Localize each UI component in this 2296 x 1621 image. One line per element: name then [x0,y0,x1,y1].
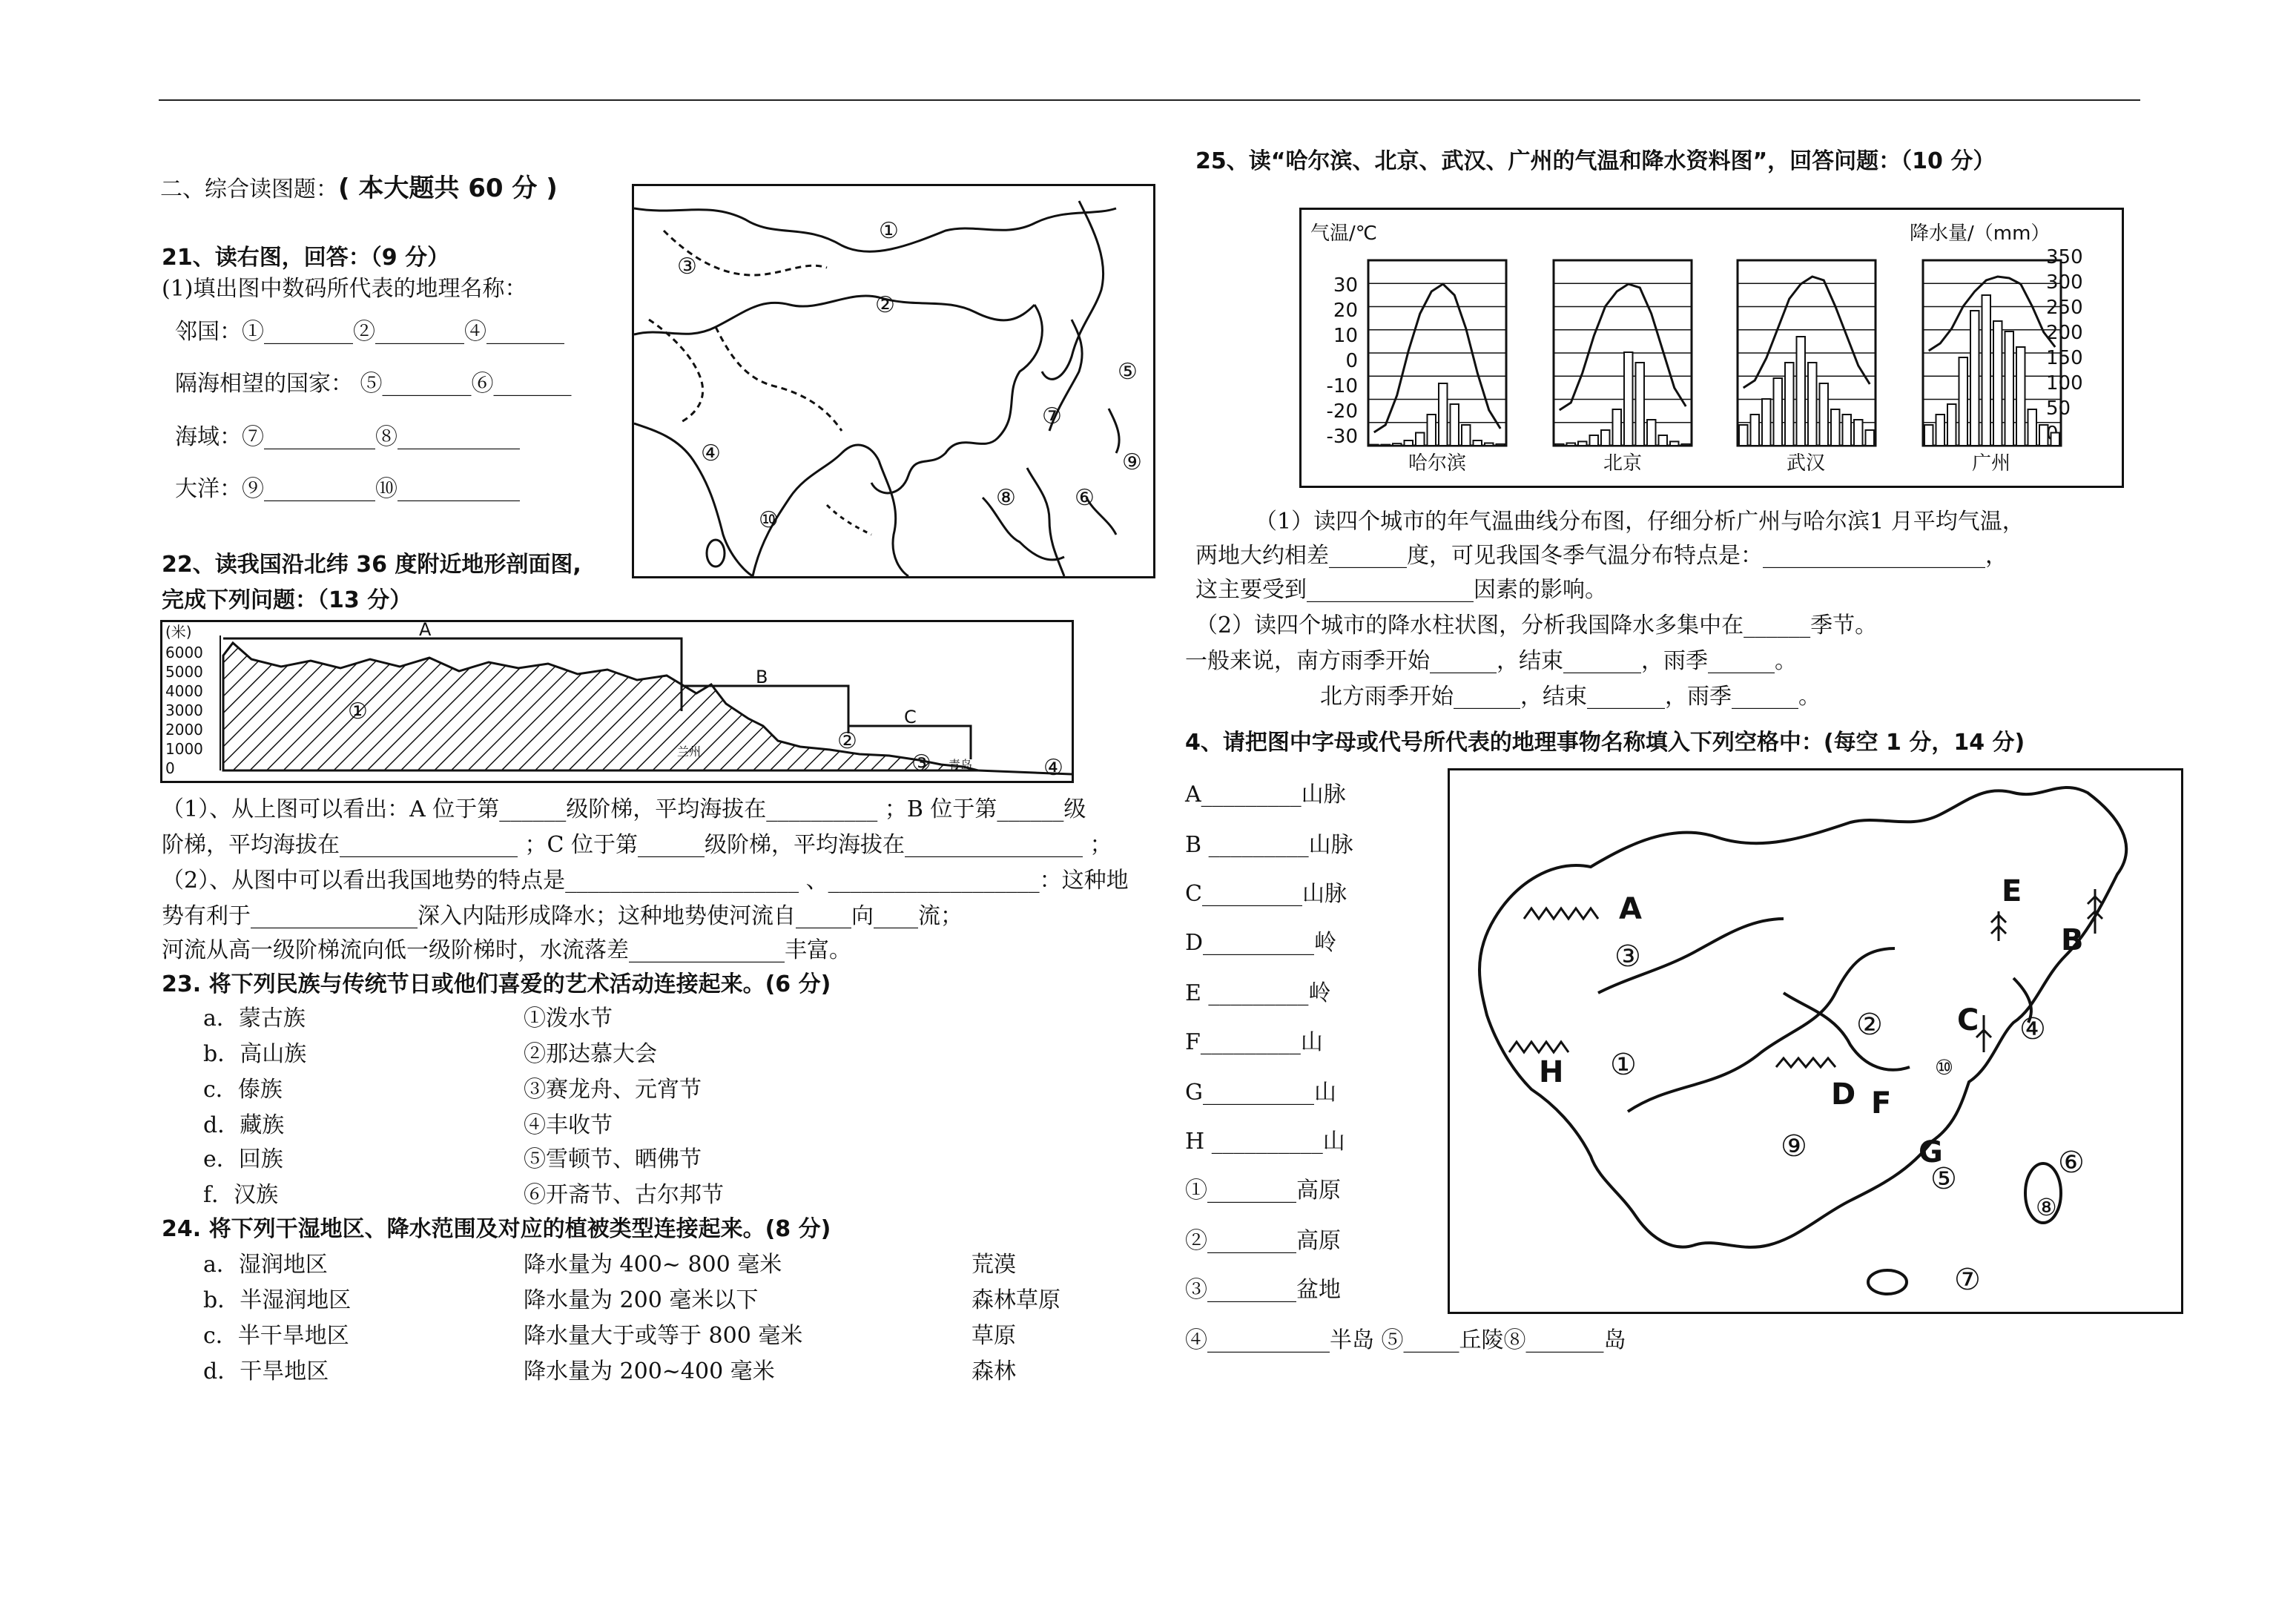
q25-title: 25、读“哈尔滨、北京、武汉、广州的气温和降水资料图”，回答问题：（10 分） [1195,148,1996,174]
svg-text:⑤: ⑤ [1930,1162,1957,1196]
svg-text:北京: 北京 [1603,452,1643,475]
q24-range-4: 降水量为 200~400 毫米 [524,1358,775,1384]
q23-left-3: c．傣族 [203,1077,283,1103]
svg-text:-10: -10 [1326,375,1358,397]
right-axis-label: 降水量/（mm） [1910,222,2051,245]
q4-blank-G: G__________山 [1185,1080,1336,1106]
top-rule [159,99,2140,101]
q23-right-1: ①泼水节 [524,1006,613,1031]
q21-oceans: 大洋：⑨__________⑩___________ [175,476,520,502]
svg-text:①: ① [1610,1048,1637,1082]
q24-region-2: b．半湿润地区 [203,1287,352,1313]
q23-right-2: ②那达慕大会 [524,1041,657,1067]
svg-text:③: ③ [911,750,931,776]
q23-left-5: e．回族 [203,1146,283,1172]
profile-unit: (米) [165,623,192,641]
q23-left-4: d．藏族 [203,1112,285,1138]
svg-text:④: ④ [2019,1012,2046,1046]
q22-line5: 河流从高一级阶梯流向低一级阶梯时，水流落差______________丰富。 [162,937,851,963]
china-map [1448,768,2183,1314]
china-map-drawing [1450,770,2181,1312]
q24-range-1: 降水量为 400~ 800 毫米 [524,1252,782,1278]
q22-line2: 阶梯，平均海拔在________________ ；C 位于第______级阶梯，平均海拔在________________ ； [162,832,1112,858]
q25-line1: （1）读四个城市的年气温曲线分布图，仔细分析广州与哈尔滨1 月平均气温， [1255,509,2025,535]
q25-line2: 两地大约相差_______度，可见我国冬季气温分布特点是：____________________， [1195,543,2008,569]
q23-left-1: a．蒙古族 [203,1006,306,1031]
q21-seas: 海域：⑦__________⑧___________ [175,424,520,450]
svg-text:20: 20 [1333,300,1358,322]
q22-title-line2: 完成下列问题：（13 分） [162,587,412,613]
svg-text:300: 300 [2046,271,2083,294]
svg-text:G: G [1919,1135,1943,1169]
q24-region-4: d．干旱地区 [203,1358,329,1384]
q25-line5: 一般来说，南方雨季开始______，结束_______，雨季______。 [1185,648,1797,674]
q4-blank-H: H __________山 [1185,1129,1345,1155]
svg-text:③: ③ [1614,940,1641,974]
svg-text:C: C [904,707,917,727]
q4-blank-1: ①________高原 [1185,1178,1341,1204]
asia-map [632,184,1155,578]
q21-sub1: (1)填出图中数码所代表的地理名称： [162,276,527,302]
climate-chart-drawing [1302,210,2122,486]
svg-text:②: ② [837,728,857,754]
asia-map-drawing [634,186,1153,576]
svg-text:-30: -30 [1326,426,1358,448]
q4-blank-D: D__________岭 [1185,930,1337,956]
svg-text:④: ④ [701,440,721,466]
svg-text:F: F [1871,1086,1892,1120]
q23-left-2: b．高山族 [203,1041,307,1067]
q4-blank-2: ②________高原 [1185,1228,1341,1254]
section-title: 二、综合读图题：( 本大题共 60 分 ) [160,174,558,203]
svg-text:C: C [1957,1003,1979,1037]
q22-title-line1: 22、读我国沿北纬 36 度附近地形剖面图, [162,552,581,578]
svg-text:⑦: ⑦ [1954,1263,1981,1297]
q4-blank-E: E _________岭 [1185,980,1331,1006]
svg-text:1000: 1000 [165,740,203,758]
q4-blank-C: C_________山脉 [1185,881,1347,907]
svg-text:150: 150 [2046,347,2083,369]
svg-text:⑦: ⑦ [1042,403,1062,429]
q4-title: 4、请把图中字母或代号所代表的地理事物名称填入下列空格中：(每空 1 分，14 分) [1185,730,2025,756]
left-axis-label: 气温/℃ [1310,222,1377,245]
svg-text:350: 350 [2046,246,2083,268]
svg-text:⑧: ⑧ [996,485,1016,511]
svg-text:D: D [1831,1077,1856,1112]
svg-text:10: 10 [1333,325,1358,347]
svg-text:⑧: ⑧ [2036,1193,2057,1221]
q24-region-3: c．半干旱地区 [203,1323,349,1349]
svg-text:哈尔滨: 哈尔滨 [1408,452,1467,475]
q24-veg-4: 森林 [971,1358,1016,1384]
q23-right-6: ⑥开斋节、古尔邦节 [524,1182,724,1208]
q4-blank-F: F_________山 [1185,1029,1323,1055]
terrain-profile-drawing [162,622,1072,781]
svg-text:E: E [2002,874,2022,908]
svg-text:⑨: ⑨ [1781,1129,1807,1163]
svg-text:30: 30 [1333,274,1358,297]
svg-text:100: 100 [2046,372,2083,394]
svg-text:①: ① [348,699,368,724]
q22-line1: （1）、从上图可以看出：A 位于第______级阶梯，平均海拔在__________ ；B 位于第______级 [162,796,1086,822]
q25-line6: 北方雨季开始______，结束_______，雨季______。 [1320,684,1821,710]
svg-text:兰州: 兰州 [677,745,702,759]
q24-range-3: 降水量大于或等于 800 毫米 [524,1323,803,1349]
q21-title: 21、读右图，回答：（9 分） [162,245,450,271]
q25-line4: （2）读四个城市的降水柱状图，分析我国降水多集中在______季节。 [1195,613,1878,638]
svg-text:①: ① [879,218,899,244]
svg-text:⑤: ⑤ [1118,359,1138,385]
svg-text:50: 50 [2046,397,2071,420]
svg-text:青岛: 青岛 [949,758,973,772]
q24-veg-3: 草原 [971,1323,1016,1349]
svg-text:200: 200 [2046,322,2083,344]
q4-blank-3: ③________盆地 [1185,1277,1341,1303]
svg-text:6000: 6000 [165,644,203,661]
svg-text:H: H [1539,1055,1564,1089]
svg-text:5000: 5000 [165,663,203,681]
q23-right-4: ④丰收节 [524,1112,613,1138]
svg-text:B: B [756,667,768,687]
svg-text:③: ③ [677,254,697,280]
svg-text:250: 250 [2046,297,2083,319]
svg-text:B: B [2061,923,2084,957]
svg-text:-20: -20 [1326,400,1358,423]
svg-text:0: 0 [1345,350,1358,372]
q4-last-line: ④___________半岛 ⑤_____丘陵⑧_______岛 [1185,1327,1626,1353]
svg-text:武汉: 武汉 [1786,452,1826,475]
svg-text:广州: 广州 [1971,452,2011,475]
svg-text:3000: 3000 [165,701,203,719]
q21-neighbors: 邻国：①________②________④_______ [175,319,564,345]
svg-text:2000: 2000 [165,721,203,739]
svg-text:0: 0 [165,759,175,777]
terrain-profile [160,620,1074,783]
q23-right-3: ③赛龙舟、元宵节 [524,1077,702,1103]
svg-text:⑨: ⑨ [1122,449,1142,475]
q4-blank-B: B _________山脉 [1185,832,1353,858]
q24-veg-2: 森林草原 [971,1287,1060,1313]
svg-text:②: ② [1856,1008,1883,1042]
svg-text:⑥: ⑥ [2058,1146,2085,1180]
q24-range-2: 降水量为 200 毫米以下 [524,1287,759,1313]
q23-title: 23. 将下列民族与传统节日或他们喜爱的艺术活动连接起来。(6 分) [162,971,831,997]
climate-chart [1299,208,2124,488]
q24-region-1: a．湿润地区 [203,1252,328,1278]
svg-text:A: A [419,622,432,640]
q4-blank-A: A_________山脉 [1185,782,1346,808]
svg-text:②: ② [875,292,895,318]
q22-line4: 势有利于_______________深入内陆形成降水；这种地势使河流自_____向____流； [162,903,963,929]
svg-text:⑥: ⑥ [1075,485,1095,511]
q23-right-5: ⑤雪顿节、晒佛节 [524,1146,702,1172]
q24-title: 24. 将下列干湿地区、降水范围及对应的植被类型连接起来。(8 分) [162,1216,831,1242]
svg-text:⑩: ⑩ [1935,1055,1954,1080]
svg-text:⑩: ⑩ [759,507,779,533]
q25-line3: 这主要受到_______________因素的影响。 [1195,577,1607,603]
svg-text:④: ④ [1043,755,1063,781]
q22-line3: （2）、从图中可以看出我国地势的特点是_____________________ 、___________________：这种地 [162,868,1129,894]
q21-sea-countries: 隔海相望的国家： ⑤________⑥_______ [175,371,572,397]
q24-veg-1: 荒漠 [971,1252,1016,1278]
svg-text:4000: 4000 [165,682,203,700]
svg-text:A: A [1619,892,1642,926]
q23-left-6: f．汉族 [203,1182,279,1208]
